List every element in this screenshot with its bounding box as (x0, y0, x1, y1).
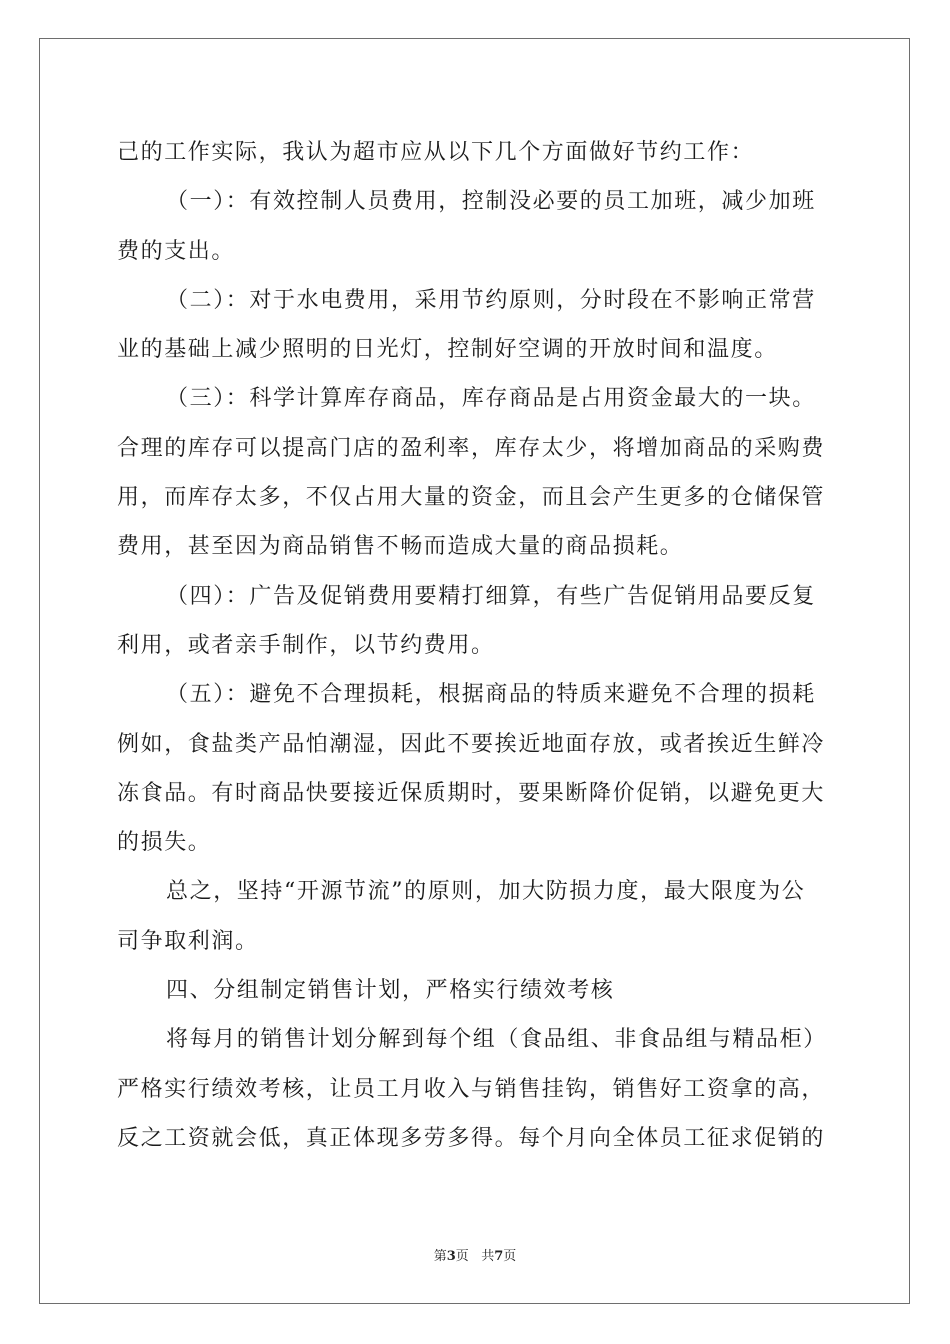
section-heading: 四、分组制定销售计划，严格实行绩效考核 (166, 978, 615, 1004)
text-line: 反之工资就会低，真正体现多劳多得。每个月向全体员工征求促销的 (117, 1125, 826, 1151)
text-line: （五）：避免不合理损耗，根据商品的特质来避免不合理的损耗 (166, 682, 816, 708)
footer-total-prefix: 共 (481, 1249, 495, 1264)
text-line: 冻食品。有时商品快要接近保质期时，要果断降价促销，以避免更大 (117, 780, 826, 806)
text-line: 业的基础上减少照明的日光灯，控制好空调的开放时间和温度。 (117, 337, 778, 363)
footer-page-current: 3 (446, 1249, 456, 1264)
text-line: 费用，甚至因为商品销售不畅而造成大量的商品损耗。 (117, 534, 684, 560)
text-line: （一）：有效控制人员费用，控制没必要的员工加班，减少加班 (166, 189, 816, 215)
text-line: 合理的库存可以提高门店的盈利率，库存太少，将增加商品的采购费 (117, 435, 826, 461)
text-line: 例如，食盐类产品怕潮湿，因此不要挨近地面存放，或者挨近生鲜冷 (117, 731, 826, 757)
text-line: 费的支出。 (117, 238, 236, 264)
text-line: （三）：科学计算库存商品，库存商品是占用资金最大的一块。 (166, 386, 816, 412)
text-line: 己的工作实际，我认为超市应从以下几个方面做好节约工作： (117, 140, 755, 165)
text-line: 的损失。 (117, 830, 212, 856)
footer-total-suffix: 页 (503, 1249, 517, 1264)
text-line: （四）：广告及促销费用要精打细算，有些广告促销用品要反复 (166, 583, 816, 609)
page-footer (0, 1245, 950, 1264)
text-line: （二）：对于水电费用，采用节约原则，分时段在不影响正常营 (166, 287, 816, 313)
text-line: 用，而库存太多，不仅占用大量的资金，而且会产生更多的仓储保管 (117, 485, 826, 511)
text-line: 总之，坚持“开源节流”的原则，加大防损力度，最大限度为公 (166, 879, 806, 905)
footer-page-total: 7 (494, 1249, 504, 1264)
footer-page-prefix: 第 (433, 1249, 447, 1264)
text-line: 严格实行绩效考核，让员工月收入与销售挂钩，销售好工资拿的高， (117, 1076, 826, 1102)
footer-page-suffix: 页 (455, 1249, 469, 1264)
document-body (117, 128, 835, 1163)
text-line: 将每月的销售计划分解到每个组（食品组、非食品组与精品柜） (166, 1027, 827, 1053)
text-line: 司争取利润。 (117, 928, 259, 954)
text-line: 利用，或者亲手制作，以节约费用。 (117, 632, 495, 658)
